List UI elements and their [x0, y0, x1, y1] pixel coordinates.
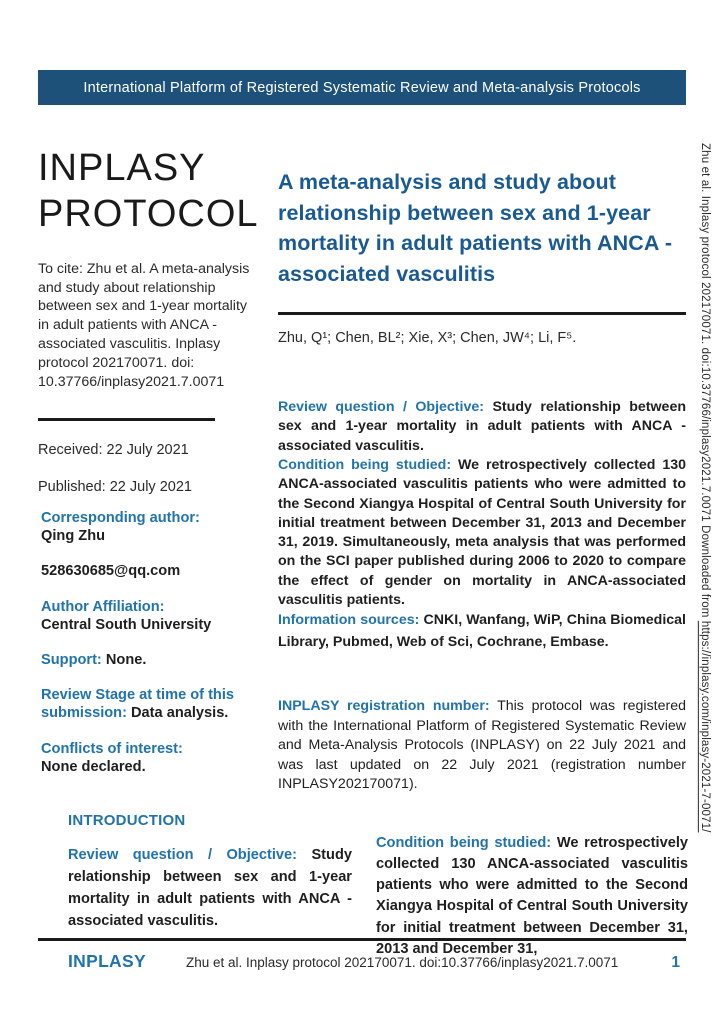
review-question-text: Study relationship between sex and 1-year mortality in adult patients with ANCA - associated vasculitis.: [278, 398, 687, 454]
email-address: 528630685@qq.com: [41, 563, 181, 580]
condition-text: We retrospectively collected 130 ANCA-associated vasculitis patients who were admitted to the Second Xiangya Hospital of Central South University for initial treatment between December 31, 2013 and December 31, 2019. Simultaneously, meta analysis that was performed on the SCI paper published during 2006 to 2020 to compare the effect of gender on mortality in ANCA-associated vasculitis patients.: [278, 456, 686, 609]
review-stage-block: [38, 686, 260, 722]
conflicts-label: Conflicts of interest:: [41, 740, 183, 757]
received-date: Received: 22 July 2021: [38, 441, 189, 458]
introduction-heading: INTRODUCTION: [68, 812, 186, 829]
support-label: Support:: [41, 652, 102, 669]
wordmark-line-1: INPLASY: [38, 147, 206, 189]
intro-condition-text: We retrospectively collected 130 ANCA-associated vasculitis patients who were admitted to the Second Xiangya Hospital of Central South University for initial treatment between December 31, 2013 and December 31,: [376, 835, 688, 957]
condition-paragraph: [278, 456, 686, 611]
information-sources-paragraph: [278, 610, 686, 653]
review-stage-value: Data analysis.: [131, 705, 229, 722]
corresponding-author-block: [38, 509, 260, 545]
published-date: Published: 22 July 2021: [38, 478, 192, 495]
footer-citation: Zhu et al. Inplasy protocol 202170071. doi:10.37766/inplasy2021.7.0071: [185, 955, 619, 970]
intro-review-question-paragraph: [68, 845, 352, 933]
registration-text: This protocol was registered with the International Platform of Registered Systematic Review and Meta-Analysis Protocols (INPLASY) on 22 July 2021 and was last updated on 22 July 2021 (registration number INPLASY202170071).: [278, 697, 686, 793]
support-block: [38, 651, 260, 669]
affiliation-label: Author Affiliation:: [41, 598, 165, 615]
side-note-text: Zhu et al. Inplasy protocol 202170071. doi:10.37766/inplasy2021.7.0071 Downloaded from: [699, 143, 711, 621]
intro-review-question-text: Study relationship between sex and 1-year mortality in adult patients with ANCA - associated vasculitis.: [68, 847, 352, 929]
citation-paragraph: To cite: Zhu et al. A meta-analysis and study about relationship between sex and 1-year mortality in adult patients with ANCA - associated vasculitis. Inplasy protocol 202170071. doi: 10.37766/inplasy2021.7.0071: [38, 260, 250, 390]
left-sidebar-column: [38, 145, 260, 795]
information-sources-text: CNKI, Wanfang, WiP, China Biomedical Library, Pubmed, Web of Sci, Cochrane, Embase.: [278, 612, 686, 650]
intro-review-question-label: Review question / Objective:: [68, 847, 298, 863]
page-number: 1: [671, 954, 680, 971]
conflicts-block: [38, 740, 260, 776]
footer-divider: [38, 938, 686, 941]
article-title: A meta-analysis and study about relationship between sex and 1-year mortality in adult patients with ANCA - associated vasculitis: [278, 170, 673, 287]
vertical-side-note: [699, 143, 711, 1013]
intro-condition-label: Condition being studied:: [376, 835, 552, 851]
authors-divider: [278, 312, 686, 315]
registration-label: INPLASY registration number:: [278, 697, 490, 714]
information-sources-label: Information sources:: [278, 612, 420, 629]
inplasy-wordmark: [38, 145, 260, 238]
affiliation-value: Central South University: [41, 616, 212, 633]
review-stage-label: Review Stage at time of this submission:: [41, 687, 235, 722]
condition-label: Condition being studied:: [278, 456, 452, 473]
main-content: [38, 145, 686, 795]
footer-brand: INPLASY: [68, 951, 146, 971]
authors-line: Zhu, Q¹; Chen, BL²; Xie, X³; Chen, JW⁴; Li, F⁵.: [278, 329, 577, 346]
journal-banner-text: International Platform of Registered Systematic Review and Meta-analysis Protocols: [83, 79, 641, 96]
review-question-label: Review question / Objective:: [278, 398, 484, 415]
article-column: [278, 145, 686, 795]
support-value: None.: [105, 652, 147, 669]
conflicts-value: None declared.: [41, 758, 146, 775]
registration-paragraph: [278, 697, 686, 795]
corresponding-author-name: Qing Zhu: [41, 528, 106, 545]
affiliation-block: [38, 598, 260, 634]
wordmark-line-2: PROTOCOL: [38, 193, 259, 236]
left-column-divider: [38, 418, 215, 421]
journal-banner: [38, 70, 686, 105]
email-block: [38, 562, 260, 580]
review-question-paragraph: [278, 398, 686, 456]
corresponding-author-label: Corresponding author:: [41, 509, 200, 526]
footer: [38, 951, 686, 972]
side-note-download-link[interactable]: https://inplasy.com/inplasy-2021-7-0071/: [699, 620, 711, 833]
